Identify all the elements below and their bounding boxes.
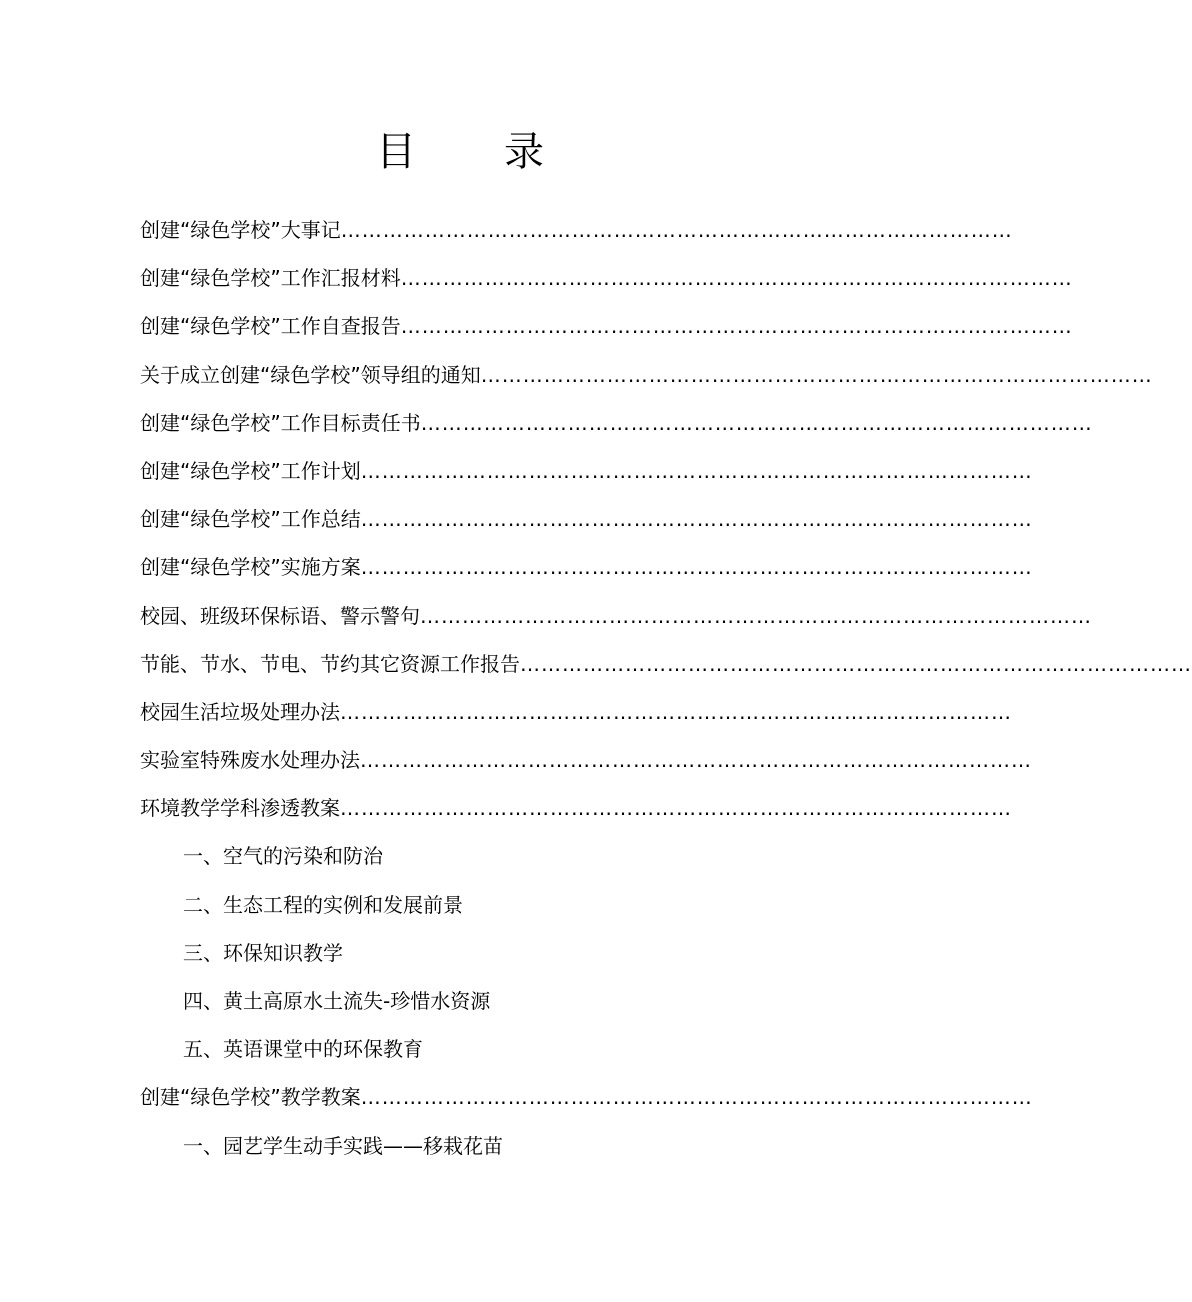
toc-entry-label: 创建“绿色学校”大事记 [140, 218, 341, 242]
toc-dot-leader: …………………………………………………………………………………… [400, 266, 1073, 291]
toc-entry[interactable] [140, 543, 1033, 591]
toc-dot-leader: …………………………………………………………………………………… [340, 699, 1012, 724]
toc-entry-label: 节能、节水、节电、节约其它资源工作报告 [140, 651, 520, 676]
toc-entry[interactable] [140, 254, 1073, 302]
toc-entry-label: 实验室特殊废水处理办法 [140, 748, 360, 773]
table-of-contents [0, 206, 1192, 1170]
toc-dot-leader: …………………………………………………………………………………… [340, 796, 1012, 821]
toc-dot-leader: …………………………………………………………………………………… [420, 410, 1093, 435]
toc-subentry[interactable] [183, 1025, 683, 1073]
toc-entry[interactable] [140, 592, 1092, 640]
toc-subentry[interactable] [183, 881, 683, 929]
toc-entry[interactable] [140, 206, 1013, 254]
toc-entry[interactable] [140, 784, 1012, 832]
toc-subentry-label: 五、英语课堂中的环保教育 [183, 1037, 423, 1062]
toc-subentry-label: 一、园艺学生动手实践——移栽花苗 [183, 1133, 503, 1158]
toc-entry[interactable] [140, 351, 1153, 399]
toc-dot-leader: …………………………………………………………………………………… [420, 603, 1092, 628]
toc-subentry[interactable] [183, 929, 683, 977]
toc-subentry[interactable] [183, 977, 683, 1025]
toc-entry-label: 创建“绿色学校”工作总结 [140, 507, 361, 532]
toc-subentry-label: 一、空气的污染和防治 [183, 844, 383, 869]
toc-dot-leader: …………………………………………………………………………………… [340, 218, 1013, 242]
toc-subentry[interactable] [183, 832, 683, 880]
toc-entry-label: 创建“绿色学校”工作目标责任书 [140, 410, 421, 435]
toc-dot-leader: …………………………………………………………………………………… [360, 1085, 1033, 1110]
toc-dot-leader: …………………………………………………………………………………… [480, 362, 1153, 387]
toc-entry-label: 创建“绿色学校”工作自查报告 [140, 314, 401, 339]
toc-subentry-label: 三、环保知识教学 [183, 940, 343, 965]
toc-dot-leader: …………………………………………………………………………………… [360, 748, 1032, 773]
title-char-right: 录 [504, 129, 544, 175]
toc-dot-leader: …………………………………………………………………………………… [360, 555, 1033, 580]
toc-dot-leader: …………………………………………………………………………………… [360, 507, 1033, 532]
toc-entry[interactable] [140, 399, 1093, 447]
toc-entry-label: 校园、班级环保标语、警示警句 [140, 603, 420, 628]
toc-entry-label: 创建“绿色学校”工作汇报材料 [140, 266, 401, 291]
toc-subentry-label: 二、生态工程的实例和发展前景 [183, 892, 463, 917]
toc-entry-label: 关于成立创建“绿色学校”领导组的通知 [140, 362, 481, 387]
page-title [0, 124, 920, 180]
toc-entry[interactable] [140, 688, 1012, 736]
toc-dot-leader: …………………………………………………………………………………… [360, 458, 1033, 483]
toc-entry-label: 环境教学学科渗透教案 [140, 796, 340, 821]
toc-dot-leader: …………………………………………………………………………………… [400, 314, 1073, 339]
toc-subentry-label: 四、黄土高原水土流失-珍惜水资源 [183, 989, 491, 1013]
toc-entry[interactable] [140, 640, 1192, 688]
toc-dot-leader: …………………………………………………………………………………… [520, 651, 1192, 676]
toc-entry-label: 创建“绿色学校”工作计划 [140, 458, 361, 483]
toc-entry[interactable] [140, 447, 1033, 495]
toc-entry[interactable] [140, 1073, 1033, 1121]
toc-subentry[interactable] [183, 1122, 683, 1170]
toc-entry-label: 创建“绿色学校”实施方案 [140, 555, 361, 580]
toc-entry[interactable] [140, 302, 1073, 350]
toc-entry-label: 校园生活垃圾处理办法 [140, 699, 340, 724]
toc-entry-label: 创建“绿色学校”教学教案 [140, 1085, 361, 1110]
title-char-left: 目 [376, 129, 416, 175]
toc-entry[interactable] [140, 736, 1032, 784]
toc-entry[interactable] [140, 495, 1033, 543]
